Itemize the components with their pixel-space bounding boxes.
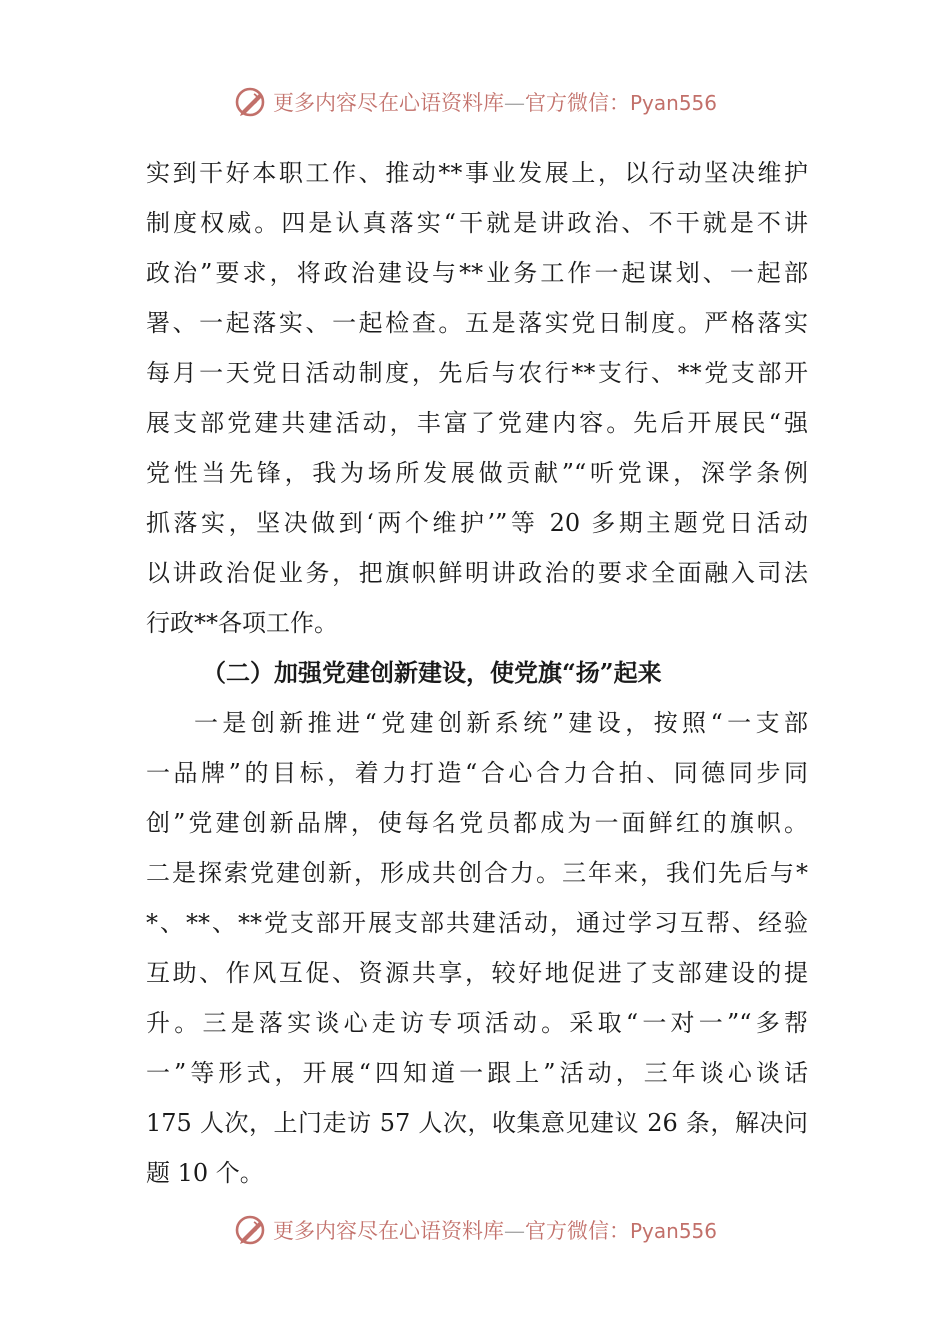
paragraph-1: [146, 148, 808, 648]
text-line: 署、一起落实、一起检查。五是落实党日制度。严格落实: [146, 309, 808, 337]
text-line: 175 人次，上门走访 57 人次，收集意见建议 26 条，解决问: [146, 1109, 808, 1137]
pen-logo-icon: [233, 1212, 269, 1248]
watermark-sub: 官方微信：: [524, 91, 630, 115]
text-line: *、**、**党支部开展支部共建活动，通过学习互帮、经验: [146, 909, 808, 937]
watermark-text: [273, 87, 717, 117]
text-line: 一”等形式，开展“四知道一跟上”活动，三年谈心谈话: [146, 1059, 808, 1087]
text-line: 制度权威。四是认真落实“干就是讲政治、不干就是不讲: [146, 209, 808, 237]
text-line: 一品牌”的目标，着力打造“合心合力合拍、同德同步同: [146, 759, 808, 787]
text-line: 题 10 个。: [146, 1159, 264, 1187]
text-line: 升。三是落实谈心走访专项活动。采取“一对一”“多帮: [146, 1009, 808, 1037]
watermark-handle: Pyan556: [629, 91, 717, 115]
text-line: 以讲政治促业务，把旗帜鲜明讲政治的要求全面融入司法: [146, 559, 808, 587]
text-line: 互助、作风互促、资源共享，较好地促进了支部建设的提: [146, 959, 808, 987]
watermark-main: 更多内容尽在心语资料库: [272, 91, 504, 115]
text-line: 二是探索党建创新，形成共创合力。三年来，我们先后与*: [146, 859, 808, 887]
text-line: 每月一天党日活动制度，先后与农行**支行、**党支部开: [146, 359, 808, 387]
watermark-sep: —: [503, 1219, 525, 1243]
header-watermark: [0, 82, 950, 122]
watermark-main: 更多内容尽在心语资料库: [272, 1219, 504, 1243]
text-line: 政治”要求，将政治建设与**业务工作一起谋划、一起部: [146, 259, 808, 287]
watermark-sub: 官方微信：: [524, 1219, 630, 1243]
watermark-sep: —: [503, 91, 525, 115]
text-line: 行政**各项工作。: [146, 609, 338, 637]
watermark-text: [273, 1215, 717, 1245]
paragraph-2: [146, 698, 808, 1198]
watermark-handle: Pyan556: [629, 1219, 717, 1243]
text-line: 一是创新推进“党建创新系统”建设，按照“一支部: [194, 709, 808, 737]
document-body: [146, 148, 808, 1198]
footer-watermark: [0, 1210, 950, 1250]
text-line: 抓落实，坚决做到‘两个维护’”等 20 多期主题党日活动: [146, 509, 808, 537]
text-line: 创”党建创新品牌，使每名党员都成为一面鲜红的旗帜。: [146, 809, 808, 837]
text-line: 实到干好本职工作、推动**事业发展上，以行动坚决维护: [146, 159, 808, 187]
text-line: 展支部党建共建活动，丰富了党建内容。先后开展民“强: [146, 409, 808, 437]
pen-logo-icon: [233, 84, 269, 120]
text-line: 党性当先锋，我为场所发展做贡献”“听党课，深学条例: [146, 459, 808, 487]
section-heading: （二）加强党建创新建设，使党旗“扬”起来: [202, 658, 662, 687]
